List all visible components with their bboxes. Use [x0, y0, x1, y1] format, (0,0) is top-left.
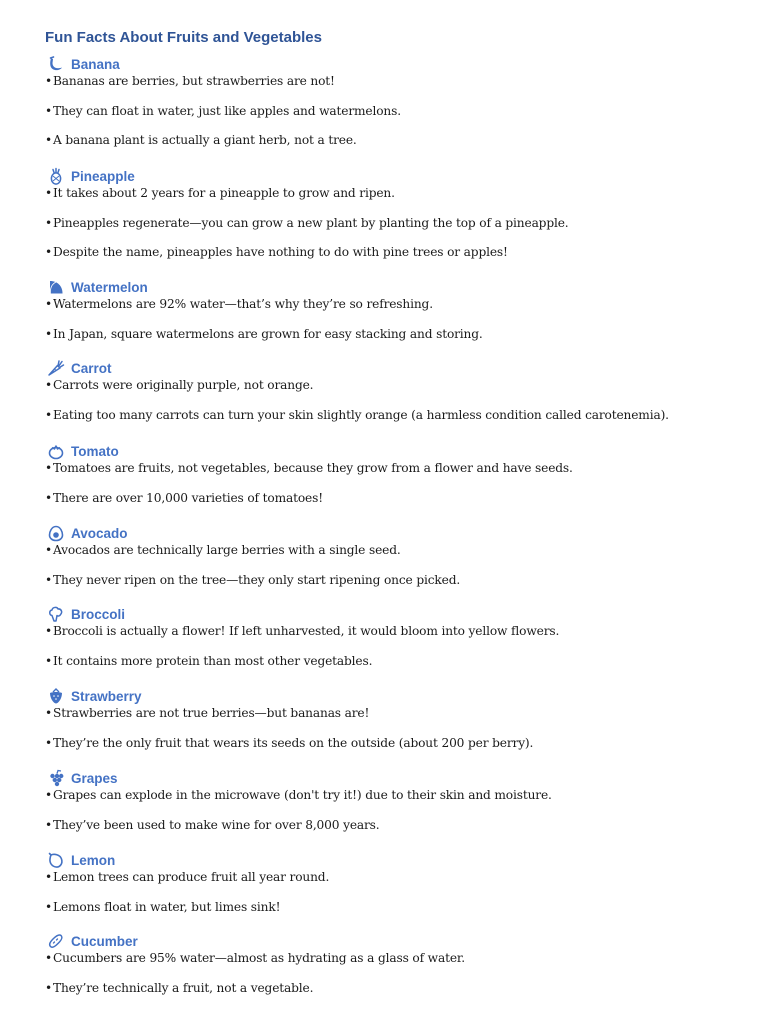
fact-text: Carrots were originally purple, not orange. [53, 378, 314, 392]
bullet-icon: • [45, 980, 53, 995]
bullet-icon: • [45, 461, 53, 475]
fact-text: Despite the name, pineapples have nothing to do with pine trees or apples! [53, 245, 508, 259]
section-heading [47, 523, 128, 543]
bullet-icon: • [45, 133, 53, 147]
fact-item [45, 980, 313, 996]
fact-text: A banana plant is actually a giant herb, not a tree. [53, 133, 357, 147]
section-heading [47, 277, 148, 297]
fact-text: Grapes can explode in the microwave (don't try it!) due to their skin and moisture. [53, 788, 552, 802]
section-heading [47, 358, 112, 378]
fact-item [45, 653, 372, 669]
avocado-icon [47, 524, 65, 542]
bullet-icon: • [45, 706, 53, 720]
bullet-icon: • [45, 572, 53, 587]
section-heading [47, 768, 118, 788]
fact-text: They’ve been used to make wine for over 8,000 years. [53, 817, 380, 832]
bullet-icon: • [45, 490, 53, 505]
fact-item [45, 103, 401, 119]
section-heading [47, 604, 125, 624]
fact-item [45, 215, 569, 231]
fact-text: Strawberries are not true berries—but bananas are! [53, 706, 370, 720]
bullet-icon: • [45, 215, 53, 230]
fact-text: They’re the only fruit that wears its seeds on the outside (about 200 per berry). [53, 735, 534, 750]
bullet-icon: • [45, 788, 53, 802]
pineapple-icon [47, 167, 65, 185]
section-heading [47, 166, 135, 186]
fact-item [45, 185, 395, 201]
fact-text: Lemons float in water, but limes sink! [53, 899, 281, 914]
page-title: Fun Facts About Fruits and Vegetables [45, 29, 322, 46]
section-title: Watermelon [71, 279, 148, 295]
fact-text: They never ripen on the tree—they only start ripening once picked. [53, 572, 461, 587]
broccoli-icon [47, 605, 65, 623]
banana-icon [47, 55, 65, 73]
section-title: Tomato [71, 443, 119, 459]
bullet-icon: • [45, 186, 53, 200]
bullet-icon: • [45, 74, 53, 88]
fact-item [45, 407, 669, 423]
tomato-icon [47, 442, 65, 460]
bullet-icon: • [45, 951, 53, 965]
fact-item [45, 817, 380, 833]
grapes-icon [47, 769, 65, 787]
fact-text: Cucumbers are 95% water—almost as hydrating as a glass of water. [53, 951, 465, 965]
carrot-icon [47, 359, 65, 377]
section-title: Banana [71, 56, 120, 72]
section-heading [47, 931, 138, 951]
fact-item [45, 490, 323, 506]
bullet-icon: • [45, 297, 53, 311]
fact-text: It takes about 2 years for a pineapple to grow and ripen. [53, 186, 395, 200]
section-title: Cucumber [71, 933, 138, 949]
fact-text: They’re technically a fruit, not a vegetable. [53, 980, 314, 995]
section-heading [47, 54, 120, 74]
fact-item [45, 296, 433, 312]
bullet-icon: • [45, 817, 53, 832]
fact-text: Broccoli is actually a flower! If left unharvested, it would bloom into yellow flowers. [53, 624, 560, 638]
fact-text: They can float in water, just like apples and watermelons. [53, 103, 401, 118]
bullet-icon: • [45, 624, 53, 638]
section-heading [47, 441, 119, 461]
cucumber-icon [47, 932, 65, 950]
strawberry-icon [47, 687, 65, 705]
fact-item [45, 244, 508, 260]
bullet-icon: • [45, 870, 53, 884]
section-heading [47, 686, 142, 706]
fact-item [45, 950, 465, 966]
fact-item [45, 326, 483, 342]
fact-text: In Japan, square watermelons are grown for easy stacking and storing. [53, 326, 483, 341]
section-title: Lemon [71, 852, 116, 868]
fact-item [45, 572, 460, 588]
bullet-icon: • [45, 735, 53, 750]
fact-item [45, 899, 280, 915]
bullet-icon: • [45, 407, 53, 422]
section-title: Avocado [71, 525, 128, 541]
fact-text: Bananas are berries, but strawberries are not! [53, 74, 335, 88]
fact-text: Pineapples regenerate—you can grow a new plant by planting the top of a pineapple. [53, 215, 569, 230]
bullet-icon: • [45, 543, 53, 557]
section-title: Pineapple [71, 168, 135, 184]
fact-item [45, 377, 313, 393]
fact-item [45, 73, 335, 89]
fact-text: Tomatoes are fruits, not vegetables, because they grow from a flower and have seeds. [53, 461, 573, 475]
fact-item [45, 735, 533, 751]
section-heading [47, 850, 115, 870]
fact-text: Eating too many carrots can turn your skin slightly orange (a harmless condition called carotenemia). [53, 407, 669, 422]
section-title: Broccoli [71, 606, 126, 622]
lemon-icon [47, 851, 65, 869]
bullet-icon: • [45, 378, 53, 392]
section-title: Grapes [71, 770, 118, 786]
fact-item [45, 542, 401, 558]
fact-text: Watermelons are 92% water—that’s why they’re so refreshing. [53, 297, 433, 311]
fact-item [45, 705, 369, 721]
bullet-icon: • [45, 899, 53, 914]
bullet-icon: • [45, 653, 53, 668]
fact-text: Lemon trees can produce fruit all year round. [53, 870, 330, 884]
fact-text: There are over 10,000 varieties of tomatoes! [53, 490, 323, 505]
bullet-icon: • [45, 245, 53, 259]
fact-item [45, 623, 559, 639]
fact-item [45, 787, 552, 803]
fact-text: Avocados are technically large berries with a single seed. [53, 543, 401, 557]
bullet-icon: • [45, 103, 53, 118]
fact-item [45, 132, 357, 148]
section-title: Carrot [71, 360, 112, 376]
fact-item [45, 460, 573, 476]
fact-text: It contains more protein than most other vegetables. [53, 653, 373, 668]
watermelon-icon [47, 278, 65, 296]
section-title: Strawberry [71, 688, 142, 704]
fact-item [45, 869, 329, 885]
bullet-icon: • [45, 326, 53, 341]
